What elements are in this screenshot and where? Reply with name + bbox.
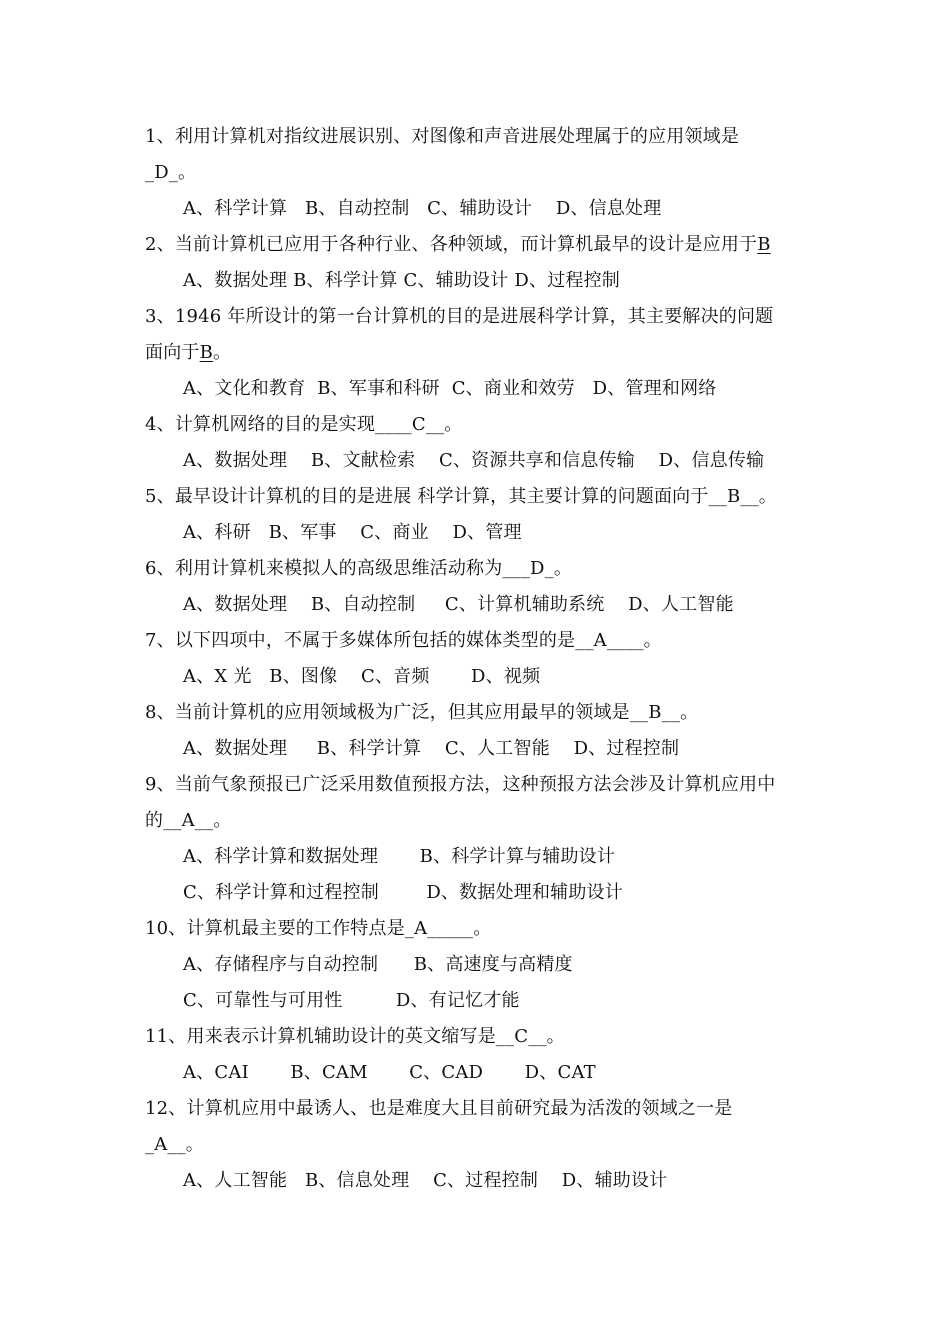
question-7-options: A、X 光 B、图像 C、音频 D、视频 [183,666,541,687]
question-10-options-row2: C、可靠性与可用性 D、有记忆才能 [183,990,520,1011]
question-5-options: A、科研 B、军事 C、商业 D、管理 [183,522,522,543]
question-9-answer: 的__A__。 [145,810,232,831]
question-1-text: 1、利用计算机对指纹进展识别、对图像和声音进展处理属于的应用领域是 [145,126,740,147]
question-3-text-cont: 面向于B。 [145,342,232,363]
question-11-options: A、CAI B、CAM C、CAD D、CAT [183,1062,596,1083]
question-12-text: 12、计算机应用中最诱人、也是难度大且目前研究最为活泼的领域之一是 [145,1098,733,1119]
question-6-text: 6、利用计算机来模拟人的高级思维活动称为___D_。 [145,558,573,579]
question-3-answer: B [199,342,214,363]
question-9-options-row2: C、科学计算和过程控制 D、数据处理和辅助设计 [183,882,623,903]
question-3-options: A、文化和教育 B、军事和科研 C、商业和效劳 D、管理和网络 [183,378,717,399]
question-2-options: A、数据处理 B、科学计算 C、辅助设计 D、过程控制 [183,270,620,291]
question-10-text: 10、计算机最主要的工作特点是_A_____。 [145,918,492,939]
question-12-options: A、人工智能 B、信息处理 C、过程控制 D、辅助设计 [183,1170,668,1191]
question-9-options-row1: A、科学计算和数据处理 B、科学计算与辅助设计 [183,846,616,867]
question-10-options-row1: A、存储程序与自动控制 B、高速度与高精度 [183,954,573,975]
question-4-options: A、数据处理 B、文献检索 C、资源共享和信息传输 D、信息传输 [183,450,765,471]
question-2-text: 2、当前计算机已应用于各种行业、各种领域，而计算机最早的设计是应用于B [145,234,771,255]
question-6-options: A、数据处理 B、自动控制 C、计算机辅助系统 D、人工智能 [183,594,734,615]
question-7-text: 7、以下四项中，不属于多媒体所包括的媒体类型的是__A____。 [145,630,662,651]
question-12-answer: _A__。 [145,1134,204,1155]
question-1-answer: _D_。 [145,162,197,183]
question-2-answer: B [757,234,771,255]
question-4-text: 4、计算机网络的目的是实现____C__。 [145,414,463,435]
question-3-text: 3、1946 年所设计的第一台计算机的目的是进展科学计算，其主要解决的问题 [145,306,774,327]
question-9-text: 9、当前气象预报已广泛采用数值预报方法，这种预报方法会涉及计算机应用中 [145,774,776,795]
question-8-options: A、数据处理 B、科学计算 C、人工智能 D、过程控制 [183,738,680,759]
question-11-text: 11、用来表示计算机辅助设计的英文缩写是__C__。 [145,1026,565,1047]
question-8-text: 8、当前计算机的应用领域极为广泛，但其应用最早的领域是__B__。 [145,702,699,723]
question-5-text: 5、最早设计计算机的目的是进展 科学计算，其主要计算的问题面向于__B__。 [145,486,777,507]
question-1-options: A、科学计算 B、自动控制 C、辅助设计 D、信息处理 [183,198,662,219]
